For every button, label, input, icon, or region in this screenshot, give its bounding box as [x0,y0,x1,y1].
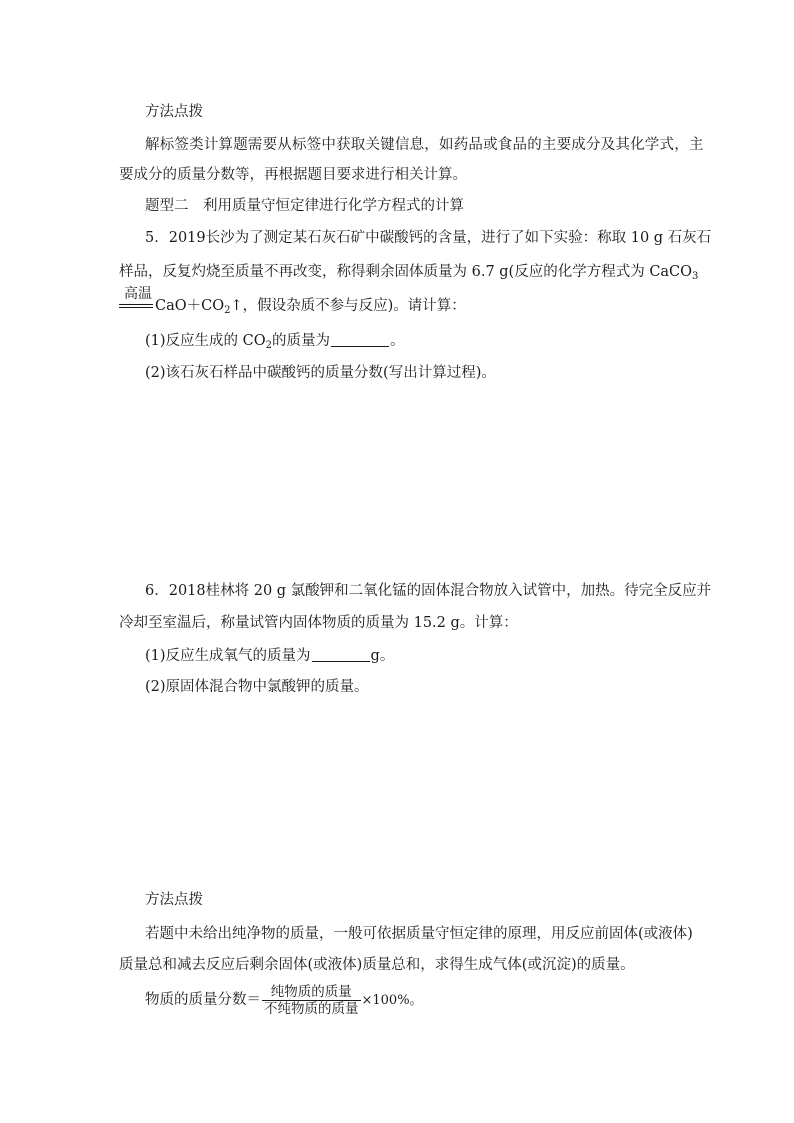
method-tip-text-2a: 若题中未给出纯净物的质量，一般可依据质量守恒定律的原理，用反应前固体(或液体) [145,926,693,942]
question-5-line-3: 高温 $CaO+CO_2↑$，假设杂质不参与反应)。请计算： [119,296,466,316]
question-6-line-1: 6．2018桂林将 20 g 氯酸钾和二氧化锰的固体混合物放入试管中，加热。待完全反应并 [145,583,712,599]
question-6-part-1: (1)反应生成氧气的质量为 g。 [145,648,395,664]
formula-fraction [262,984,361,1017]
question-6-line-2: 冷却至室温后，称量试管内固体物质的质量为 15.2 g。计算： [119,615,518,631]
method-tip-heading-1: 方法点拨 [145,104,203,120]
question-5-part-1: (1)反应生成的 $CO_2$的质量为 。 [145,333,405,351]
condition-label: 高温 [124,286,152,302]
fraction-numerator: 纯物质的质量 [262,984,361,1001]
question-5-line-2: 样品，反复灼烧至质量不再改变，称得剩余固体质量为 6.7 g(反应的化学方程式为 CaCO$_3$ [119,264,699,282]
method-tip-text-1b: 要成分的质量分数等，再根据题目要求进行相关计算。 [119,167,467,183]
answer-blank[interactable] [331,331,389,347]
question-5-line-1: 5．2019长沙为了测定某石灰石矿中碳酸钙的含量，进行了如下实验：称取 10 g 石灰石 [145,230,712,246]
method-tip-text-1a: 解标签类计算题需要从标签中获取关键信息，如药品或食品的主要成分及其化学式，主 [145,137,704,153]
mass-fraction-formula: 物质的质量分数＝ $\frac{\text{纯物质的质量}}{\text{不纯物质的质量}}$ ×100%。 [145,983,423,1017]
reaction-condition-arrow [119,286,155,316]
answer-blank[interactable] [312,646,370,662]
fraction-denominator: 不纯物质的质量 [264,1000,359,1017]
method-tip-text-2b: 质量总和减去反应后剩余固体(或液体)质量总和，求得生成气体(或沉淀)的质量。 [119,957,635,973]
topic-title: 题型二 利用质量守恒定律进行化学方程式的计算 [145,198,464,214]
question-5-part-2: (2)该石灰石样品中碳酸钙的质量分数(写出计算过程)。 [145,365,496,381]
method-tip-heading-2: 方法点拨 [145,892,203,908]
question-6-part-2: (2)原固体混合物中氯酸钾的质量。 [145,679,369,695]
